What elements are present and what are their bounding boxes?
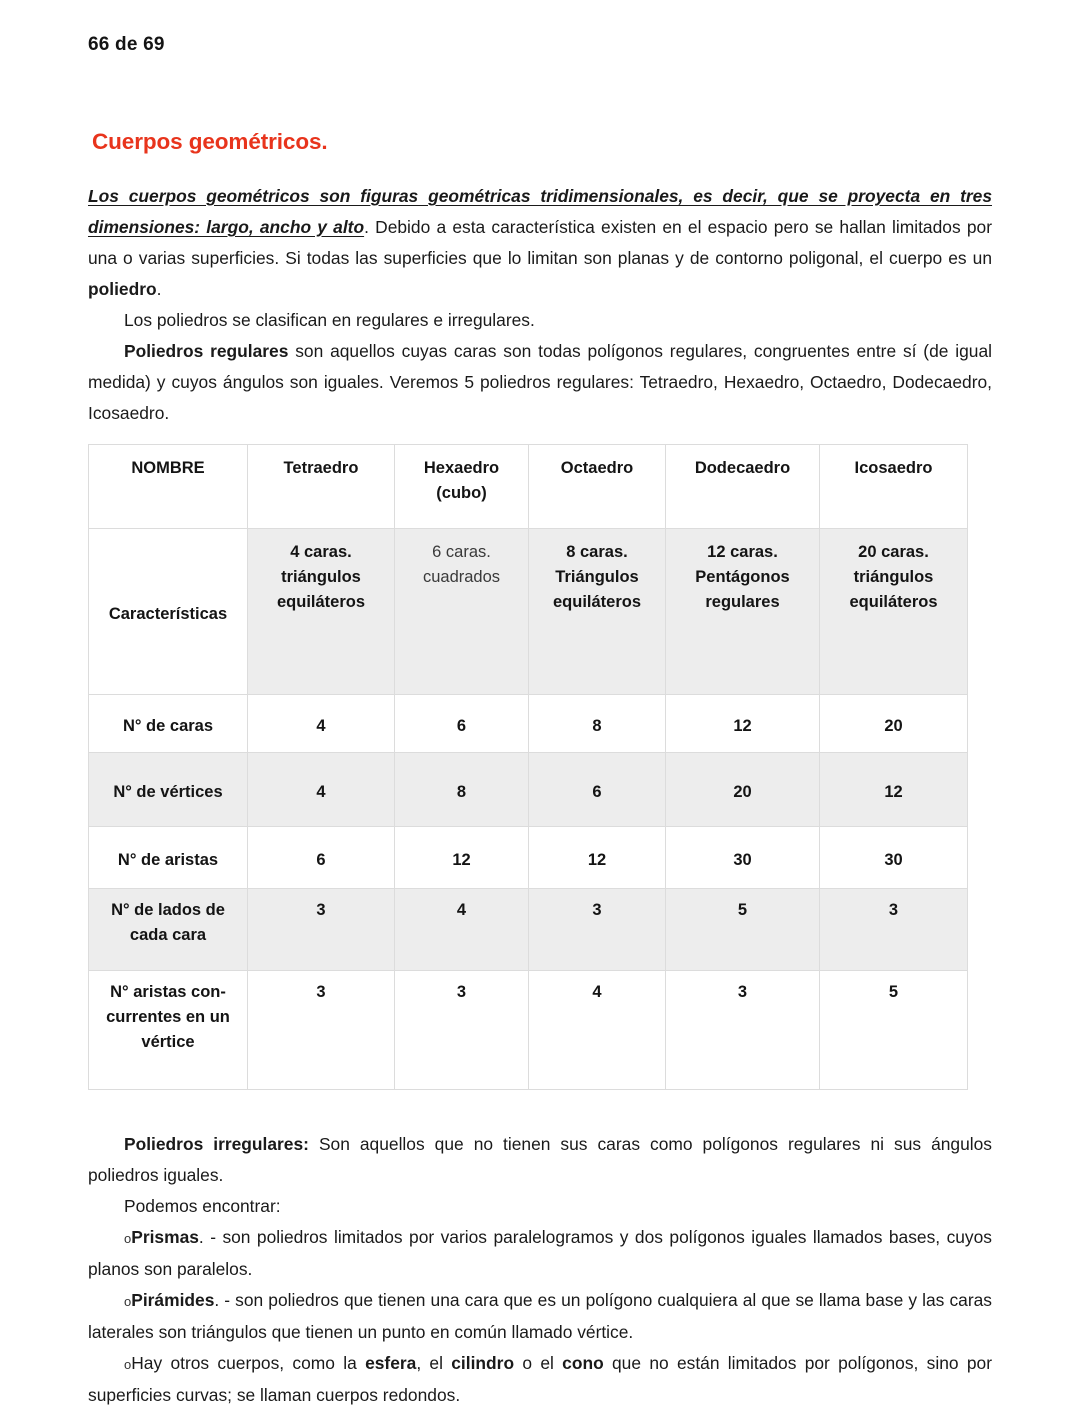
header-cell-dodecaedro: Dodecaedro (666, 444, 820, 528)
cell-caracteristicas-icosaedro: 20 caras. triángulos equiláteros (820, 528, 968, 694)
cell-aristas-icosaedro: 30 (820, 826, 968, 888)
cell-aristas-hexaedro: 12 (395, 826, 529, 888)
poliedros-irregulares-text: Son aquellos que no tienen sus caras como polígonos regulares ni sus ángulos poliedros iguales. (88, 1133, 992, 1185)
cell-caras-hexaedro: 6 (395, 694, 529, 752)
poliedros-irregulares-label: Poliedros irregulares: (124, 1133, 309, 1154)
cell-concurrentes-tetraedro: 3 (248, 970, 395, 1089)
cell-concurrentes-icosaedro: 5 (820, 970, 968, 1089)
header-cell-tetraedro: Tetraedro (248, 444, 395, 528)
cell-aristas-octaedro: 12 (529, 826, 666, 888)
cell-caracteristicas-tetraedro: 4 caras. triángulos equiláteros (248, 528, 395, 694)
list-item-cuerpos-redondos (88, 1348, 992, 1411)
intro-paragraph (88, 181, 992, 305)
bullet-o-icon: o (124, 1230, 132, 1246)
page-number: 66 de 69 (88, 34, 165, 55)
table-row-vertices (89, 752, 968, 826)
list-item-prismas (88, 1222, 992, 1285)
row-label-lados: N° de lados de cada cara (89, 888, 248, 970)
cell-concurrentes-hexaedro: 3 (395, 970, 529, 1089)
cell-caracteristicas-dodecaedro: 12 caras. Pentágonos regulares (666, 528, 820, 694)
polyhedra-table (88, 444, 968, 1090)
classification-paragraph: Los poliedros se clasifican en regulares e irregulares. (124, 309, 535, 330)
table-row-aristas (89, 826, 968, 888)
bullet-o-icon: o (124, 1356, 132, 1372)
cell-vertices-tetraedro: 4 (248, 752, 395, 826)
header-cell-nombre: NOMBRE (89, 444, 248, 528)
redondos-part2: , el (416, 1352, 452, 1373)
redondos-part1: Hay otros cuerpos, como la (131, 1352, 366, 1373)
piramides-label: Pirámides (131, 1289, 215, 1310)
header-cell-octaedro: Octaedro (529, 444, 666, 528)
cell-caras-dodecaedro: 12 (666, 694, 820, 752)
prismas-text: . - son poliedros limitados por varios paralelogramos y dos polígonos iguales llamados bases, cuyos planos son paralelos. (88, 1226, 992, 1279)
cell-caracteristicas-octaedro: 8 caras. Triángulos equiláteros (529, 528, 666, 694)
header-cell-hexaedro: Hexaedro (cubo) (395, 444, 529, 528)
intro-after-lead: . Debido a esta característica existen en el espacio pero se hallan limitados por una o varias superficies. Si todas las superficies que lo limitan son planas y de contorno poligonal, el cuerpo es un (88, 216, 992, 268)
cono-label: cono (562, 1352, 604, 1373)
table-row-caras (89, 694, 968, 752)
poliedros-regulares-label: Poliedros regulares (124, 340, 289, 361)
cell-concurrentes-dodecaedro: 3 (666, 970, 820, 1089)
table-row-caracteristicas (89, 528, 968, 694)
piramides-text: . - son poliedros que tienen una cara que es un polígono cualquiera al que se llama base y las caras laterales son triángulos que tienen un punto en común llamado vértice. (88, 1289, 992, 1342)
cell-lados-tetraedro: 3 (248, 888, 395, 970)
table-row-aristas-concurrentes (89, 970, 968, 1089)
row-label-aristas: N° de aristas (89, 826, 248, 888)
cell-vertices-hexaedro: 8 (395, 752, 529, 826)
bullet-o-icon: o (124, 1293, 132, 1309)
cell-concurrentes-octaedro: 4 (529, 970, 666, 1089)
cell-caras-octaedro: 8 (529, 694, 666, 752)
intro-lead-sentence: Los cuerpos geométricos son figuras geométricas tridimensionales, es decir, que se proyecta en tres dimensiones: largo, ancho y alto (88, 185, 992, 237)
table-header-row (89, 444, 968, 528)
cell-vertices-dodecaedro: 20 (666, 752, 820, 826)
cell-lados-octaedro: 3 (529, 888, 666, 970)
cilindro-label: cilindro (451, 1352, 515, 1373)
cell-aristas-dodecaedro: 30 (666, 826, 820, 888)
cell-lados-dodecaedro: 5 (666, 888, 820, 970)
redondos-part4: que no están limitados por polígonos, sino por superficies curvas; se llaman cuerpos redondos. (88, 1352, 993, 1405)
row-label-caracteristicas: Características (89, 528, 248, 694)
cell-caras-icosaedro: 20 (820, 694, 968, 752)
cell-lados-icosaedro: 3 (820, 888, 968, 970)
table-row-lados (89, 888, 968, 970)
poliedros-regulares-text: son aquellos cuyas caras son todas polígonos regulares, congruentes entre sí (de igual medida) y cuyos ángulos son iguales. Veremos 5 poliedros regulares: Tetraedro, Hexaedro, Octaedro, Dodecaedro, Icosaedro. (88, 340, 992, 423)
cell-caracteristicas-hexaedro: 6 caras. cuadrados (395, 528, 529, 694)
row-label-aristas-concurrentes: N° aristas con- currentes en un vértice (89, 970, 248, 1089)
cell-caras-tetraedro: 4 (248, 694, 395, 752)
esfera-label: esfera (365, 1352, 417, 1373)
poliedros-regulares-paragraph (88, 336, 992, 429)
row-label-vertices: N° de vértices (89, 752, 248, 826)
row-label-caras: N° de caras (89, 694, 248, 752)
prismas-label: Prismas (131, 1226, 199, 1247)
cell-vertices-octaedro: 6 (529, 752, 666, 826)
intro-period: . (156, 278, 162, 299)
cell-aristas-tetraedro: 6 (248, 826, 395, 888)
poliedros-irregulares-paragraph (88, 1129, 992, 1191)
cell-lados-hexaedro: 4 (395, 888, 529, 970)
poliedro-bold: poliedro (88, 278, 157, 299)
section-title: Cuerpos geométricos. (92, 128, 328, 154)
list-item-piramides (88, 1285, 992, 1348)
cell-vertices-icosaedro: 12 (820, 752, 968, 826)
redondos-part3: o el (514, 1352, 563, 1373)
podemos-encontrar-paragraph: Podemos encontrar: (124, 1195, 281, 1216)
header-cell-icosaedro: Icosaedro (820, 444, 968, 528)
